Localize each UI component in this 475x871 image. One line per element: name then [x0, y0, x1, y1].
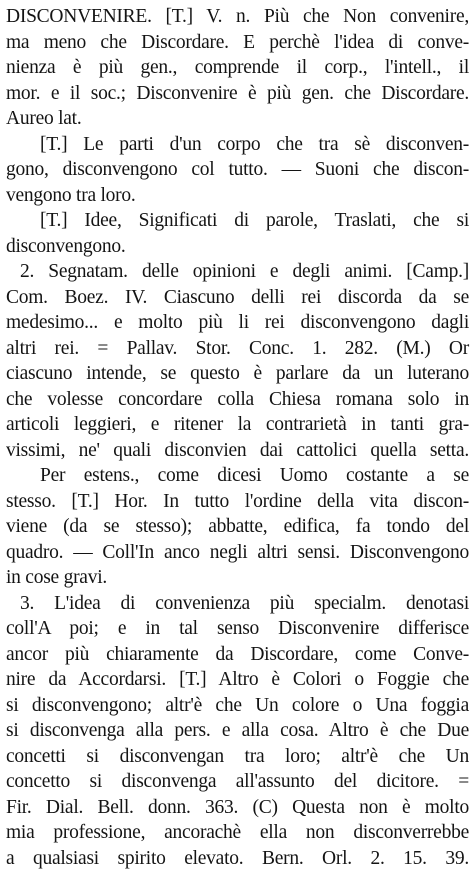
entry-line: ciascuno intende, se questo è parlare da un luterano [6, 361, 469, 387]
entry-line: DISCONVENIRE. [T.] V. n. Più che Non convenire, [6, 4, 469, 30]
entry-line: viene (da se stesso); abbatte, edifica, fa tondo del [6, 514, 469, 540]
entry-line: si disconvenga alla pers. e alla cosa. Altro è che Due [6, 718, 469, 744]
entry-line: [T.] Idee, Significati di parole, Traslati, che si [6, 208, 469, 234]
entry-line: coll'A poi; e in tal senso Disconvenire differisce [6, 616, 469, 642]
entry-line: Aureo lat. [6, 106, 469, 132]
entry-line: a qualsiasi spirito elevato. Bern. Orl. 2. 15. 39. [6, 846, 469, 871]
entry-line: Fir. Dial. Bell. donn. 363. (C) Questa non è molto [6, 795, 469, 821]
entry-line: che volesse concordare colla Chiesa romana solo in [6, 387, 469, 413]
entry-line: nire da Accordarsi. [T.] Altro è Colori o Foggie che [6, 667, 469, 693]
entry-line: gono, disconvengono col tutto. — Suoni che discon- [6, 157, 469, 183]
entry-line: concetti si disconvengan tra loro; altr'è che Un [6, 744, 469, 770]
entry-line: mia professione, ancorachè ella non disconverrebbe [6, 820, 469, 846]
entry-line: vissimi, ne' quali disconvien dai cattolici quella setta. [6, 438, 469, 464]
entry-line: articoli leggieri, e ritener la contrarietà in tanti gra- [6, 412, 469, 438]
entry-line: altri rei. = Pallav. Stor. Conc. 1. 282. (M.) Or [6, 336, 469, 362]
entry-line: 2. Segnatam. delle opinioni e degli animi. [Camp.] [6, 259, 469, 285]
dictionary-entry [6, 4, 469, 871]
entry-line: mor. e il soc.; Disconvenire è più gen. che Discordare. [6, 81, 469, 107]
entry-line: si disconvengono; altr'è che Un colore o Una foggia [6, 693, 469, 719]
entry-line: nienza è più gen., comprende il corp., l'intell., il [6, 55, 469, 81]
entry-line: [T.] Le parti d'un corpo che tra sè disconven- [6, 132, 469, 158]
entry-line: ma meno che Discordare. E perchè l'idea di conve- [6, 30, 469, 56]
entry-line: disconvengono. [6, 234, 469, 260]
entry-line: concetto si disconvenga all'assunto del dicitore. = [6, 769, 469, 795]
entry-line: medesimo... e molto più li rei disconvengono dagli [6, 310, 469, 336]
entry-line: ancor più chiaramente da Discordare, come Conve- [6, 642, 469, 668]
entry-line: Com. Boez. IV. Ciascuno delli rei discorda da se [6, 285, 469, 311]
entry-line: quadro. — Coll'In anco negli altri sensi. Disconvengono [6, 540, 469, 566]
entry-line: in cose gravi. [6, 565, 469, 591]
entry-line: 3. L'idea di convenienza più specialm. denotasi [6, 591, 469, 617]
entry-line: stesso. [T.] Hor. In tutto l'ordine della vita discon- [6, 489, 469, 515]
entry-line: vengono tra loro. [6, 183, 469, 209]
entry-line: Per estens., come dicesi Uomo costante a se [6, 463, 469, 489]
